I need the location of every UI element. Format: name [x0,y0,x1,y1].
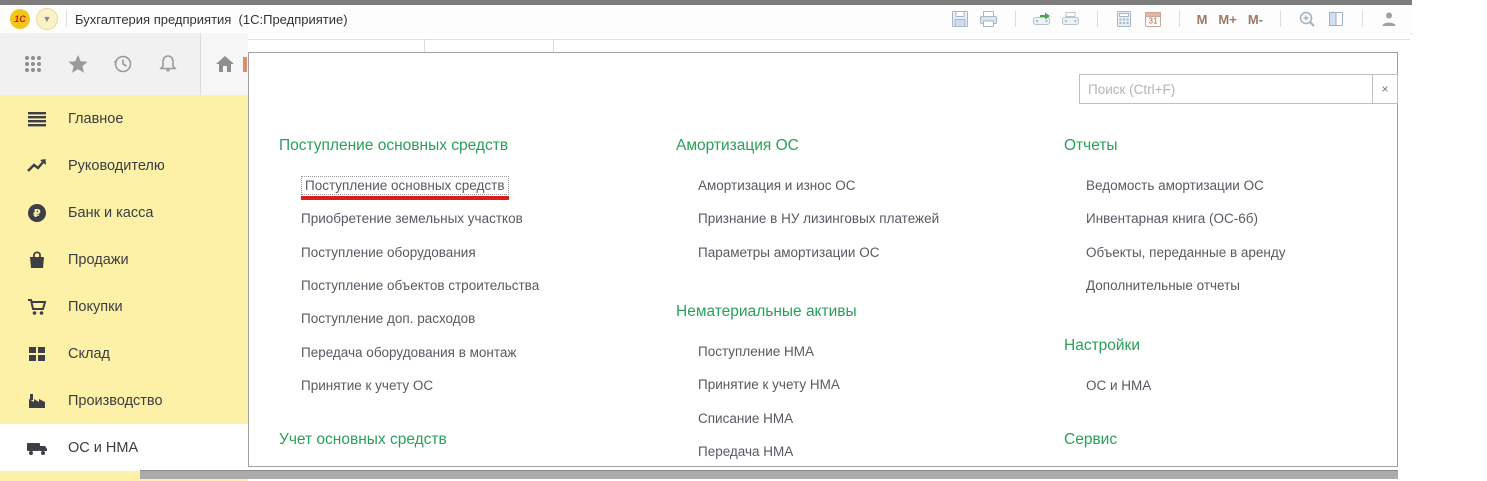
tab-strip [248,33,1410,52]
menu-item[interactable]: Передача НМА [698,444,794,460]
window-bottom-edge [140,470,1398,479]
menu-item[interactable]: Признание в НУ лизинговых платежей [698,211,940,227]
menu-item[interactable]: ОС и НМА [1086,378,1152,394]
save-button[interactable] [949,9,971,29]
divider [1015,11,1016,27]
sidebar-item-purchases[interactable] [0,283,248,330]
sidebar-item-main[interactable] [0,95,248,142]
focused-menu-item[interactable]: Поступление основных средств [301,176,509,195]
print-preview-button[interactable] [1060,9,1082,29]
app-logo-1c-icon: 1С [10,9,30,29]
menu-section-header[interactable]: Сервис [1064,431,1118,448]
sidebar-item-os-nma[interactable] [0,424,250,471]
search-box [1079,74,1398,104]
menu-section-header[interactable]: Нематериальные активы [676,303,857,320]
menu-item[interactable]: Поступление оборудования [301,244,476,260]
notifications-button[interactable] [157,54,179,74]
calendar-button[interactable] [1142,9,1164,29]
divider [1280,11,1281,27]
divider [1179,11,1180,27]
menu-section-header[interactable]: Настройки [1064,337,1141,354]
trend-arrow-icon [26,156,48,176]
zoom-button[interactable] [1296,9,1318,29]
sidebar-item-label: Покупки [68,298,123,315]
menu-item[interactable]: Поступление доп. расходов [301,311,476,327]
sidebar-item-bank-cash[interactable] [0,189,248,236]
warehouse-grid-icon [26,344,48,364]
sidebar-item-label: Банк и касса [68,204,154,221]
chevron-down-icon: ▼ [42,14,52,24]
sidebar-item-manager[interactable] [0,142,248,189]
person-icon [1381,11,1397,27]
svg-text:₽: ₽ [33,206,41,220]
sidebar-item-label: Руководителю [68,157,165,174]
menu-item[interactable]: Амортизация и износ ОС [698,178,856,194]
printer-preview-icon [1061,10,1081,28]
printer-icon [979,10,998,28]
memory-plus-button[interactable]: M+ [1218,11,1237,27]
magnifier-plus-icon [1298,10,1316,28]
menu-item[interactable]: Принятие к учету ОС [301,377,434,393]
home-button[interactable] [200,33,249,95]
menu-lines-icon [26,109,48,129]
menu-group [1064,337,1151,402]
title-toolbar [949,9,1400,29]
menu-group [676,303,857,468]
split-columns-button[interactable] [1325,9,1347,29]
nav-toolbar [0,33,200,95]
menu-item[interactable]: Принятие к учету НМА [698,377,840,393]
hidden-tab-icon [243,57,247,72]
sections-sidebar [0,95,248,481]
bell-icon [158,54,178,74]
sidebar-item-label: Продажи [68,251,129,268]
sidebar-item-label: ОС и НМА [68,439,139,456]
favorites-button[interactable] [67,54,89,74]
menu-group [1064,137,1286,302]
sidebar-item-warehouse[interactable] [0,330,248,377]
truck-icon [26,438,48,458]
section-menu-panel [248,52,1398,467]
divider [66,11,67,27]
search-input[interactable] [1080,75,1372,103]
main-menu-dropdown-button[interactable] [36,8,58,30]
menu-group [1064,431,1117,463]
calculator-button[interactable] [1113,9,1135,29]
menu-item[interactable]: Приобретение земельных участков [301,211,523,227]
sidebar-item-label: Склад [68,345,110,362]
divider [1362,11,1363,27]
sidebar-item-label: Главное [68,110,124,127]
star-icon [67,54,89,74]
sidebar-item-production[interactable] [0,377,248,424]
history-button[interactable] [112,54,134,74]
two-columns-icon [1327,10,1345,28]
shopping-cart-icon [26,297,48,317]
menu-item[interactable]: Поступление НМА [698,344,814,360]
svg-text:31: 31 [1148,16,1158,26]
menu-item[interactable]: Ведомость амортизации ОС [1086,178,1264,194]
menu-group [279,137,539,402]
quick-print-button[interactable] [1031,9,1053,29]
sidebar-item-sales[interactable] [0,236,248,283]
menu-section-header[interactable]: Поступление основных средств [279,137,509,154]
print-button[interactable] [978,9,1000,29]
memory-recall-button[interactable]: M [1196,11,1208,27]
menu-item[interactable]: Списание НМА [698,410,794,426]
home-icon [215,55,235,73]
user-button[interactable] [1378,9,1400,29]
calendar-icon [1144,10,1162,28]
factory-icon [26,391,48,411]
printer-arrow-icon [1032,10,1052,28]
grid-dots-icon [23,54,43,74]
history-clock-icon [113,54,133,74]
menu-item[interactable]: Дополнительные отчеты [1086,278,1240,294]
memory-minus-button[interactable]: M- [1247,11,1263,27]
apps-menu-button[interactable] [22,54,44,74]
window-title: Бухгалтерия предприятия (1С:Предприятие) [75,11,348,27]
menu-item[interactable]: Передача оборудования в монтаж [301,344,517,360]
menu-item[interactable]: Объекты, переданные в аренду [1086,244,1286,260]
sidebar-item-label: Производство [68,392,163,409]
menu-group [279,431,447,463]
divider [1097,11,1098,27]
menu-item[interactable] [279,169,539,202]
save-icon [951,10,969,28]
menu-section-header[interactable]: Амортизация ОС [676,137,799,154]
close-icon: × [1381,82,1389,96]
ruble-circle-icon [26,203,48,223]
menu-group [676,137,939,269]
calculator-icon [1116,10,1132,28]
shopping-bag-icon [26,250,48,270]
menu-section-header[interactable]: Учет основных средств [279,431,447,448]
menu-item[interactable]: Параметры амортизации ОС [698,244,880,260]
clear-search-button[interactable] [1372,75,1397,103]
menu-item[interactable]: Поступление объектов строительства [301,278,540,294]
menu-section-header[interactable]: Отчеты [1064,137,1118,154]
title-bar [0,5,1412,34]
menu-item[interactable]: Инвентарная книга (ОС-6б) [1086,211,1258,227]
